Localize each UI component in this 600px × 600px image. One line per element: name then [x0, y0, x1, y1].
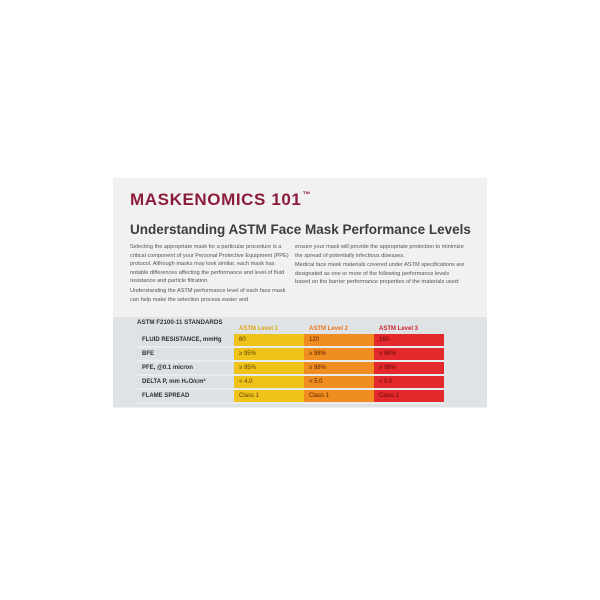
- row-label: DELTA P, mm H₂O/cm²: [137, 375, 234, 389]
- brand-title: [130, 190, 311, 210]
- level-2-value: 120: [304, 334, 374, 347]
- level-1-value: Class 1: [234, 389, 304, 403]
- header-level-2: ASTM Level 2: [309, 326, 349, 332]
- intro-paragraph: Selecting the appropriate mask for a particular procedure is a critical component of your Personal Protective Equipment (PPE) protocol. Although masks may look similar, each mask has notable differences affecting the performance and level of fluid resistance and particle filtration.: [130, 244, 289, 285]
- level-1-value: 80: [234, 334, 304, 347]
- intro-paragraph: Understanding the ASTM performance level of each face mask can help make the selection process easier and: [130, 287, 286, 303]
- intro-paragraph: Medical face mask materials covered under ASTM specifications are designated as one or more of the following performance levels based on the barrier performance properties of the materials used:: [295, 262, 465, 286]
- brand-name: MASKENOMICS 101: [130, 190, 302, 209]
- level-3-value: 160: [374, 334, 444, 347]
- standards-title: ASTM F2100-11 STANDARDS: [137, 319, 223, 326]
- intro-column-left: [130, 243, 290, 305]
- level-1-value: ≥ 95%: [234, 347, 304, 361]
- page-title: Understanding ASTM Face Mask Performance Levels: [130, 222, 471, 237]
- header-level-3: ASTM Level 3: [379, 326, 419, 332]
- level-2-value: ≥ 98%: [304, 347, 374, 361]
- row-label: FLUID RESISTANCE, mmHg: [137, 334, 234, 347]
- table-header-row: [137, 325, 444, 334]
- table-row: [137, 334, 444, 347]
- astm-levels-table: [137, 325, 444, 404]
- level-1-value: < 4.0: [234, 375, 304, 389]
- table-row: [137, 389, 444, 403]
- level-1-value: ≥ 95%: [234, 361, 304, 375]
- level-2-value: Class 1: [304, 389, 374, 403]
- level-3-value: < 5.0: [374, 375, 444, 389]
- level-3-value: Class 1: [374, 389, 444, 403]
- table-row: [137, 375, 444, 389]
- header-level-1: ASTM Level 1: [239, 326, 279, 332]
- row-label: BFE: [137, 347, 234, 361]
- level-3-value: ≥ 98%: [374, 347, 444, 361]
- header-empty-cell: [137, 325, 234, 334]
- row-label: PFE, @0.1 micron: [137, 361, 234, 375]
- level-3-value: ≥ 98%: [374, 361, 444, 375]
- table-row: [137, 361, 444, 375]
- table-row: [137, 347, 444, 361]
- row-label: FLAME SPREAD: [137, 389, 234, 403]
- level-2-value: ≥ 98%: [304, 361, 374, 375]
- level-2-value: < 5.0: [304, 375, 374, 389]
- intro-column-right: [295, 243, 465, 288]
- trademark-mark: ™: [302, 190, 312, 199]
- intro-paragraph: ensure your mask will provide the appropriate protection to minimize the spread of potentially infectious diseases.: [295, 244, 464, 259]
